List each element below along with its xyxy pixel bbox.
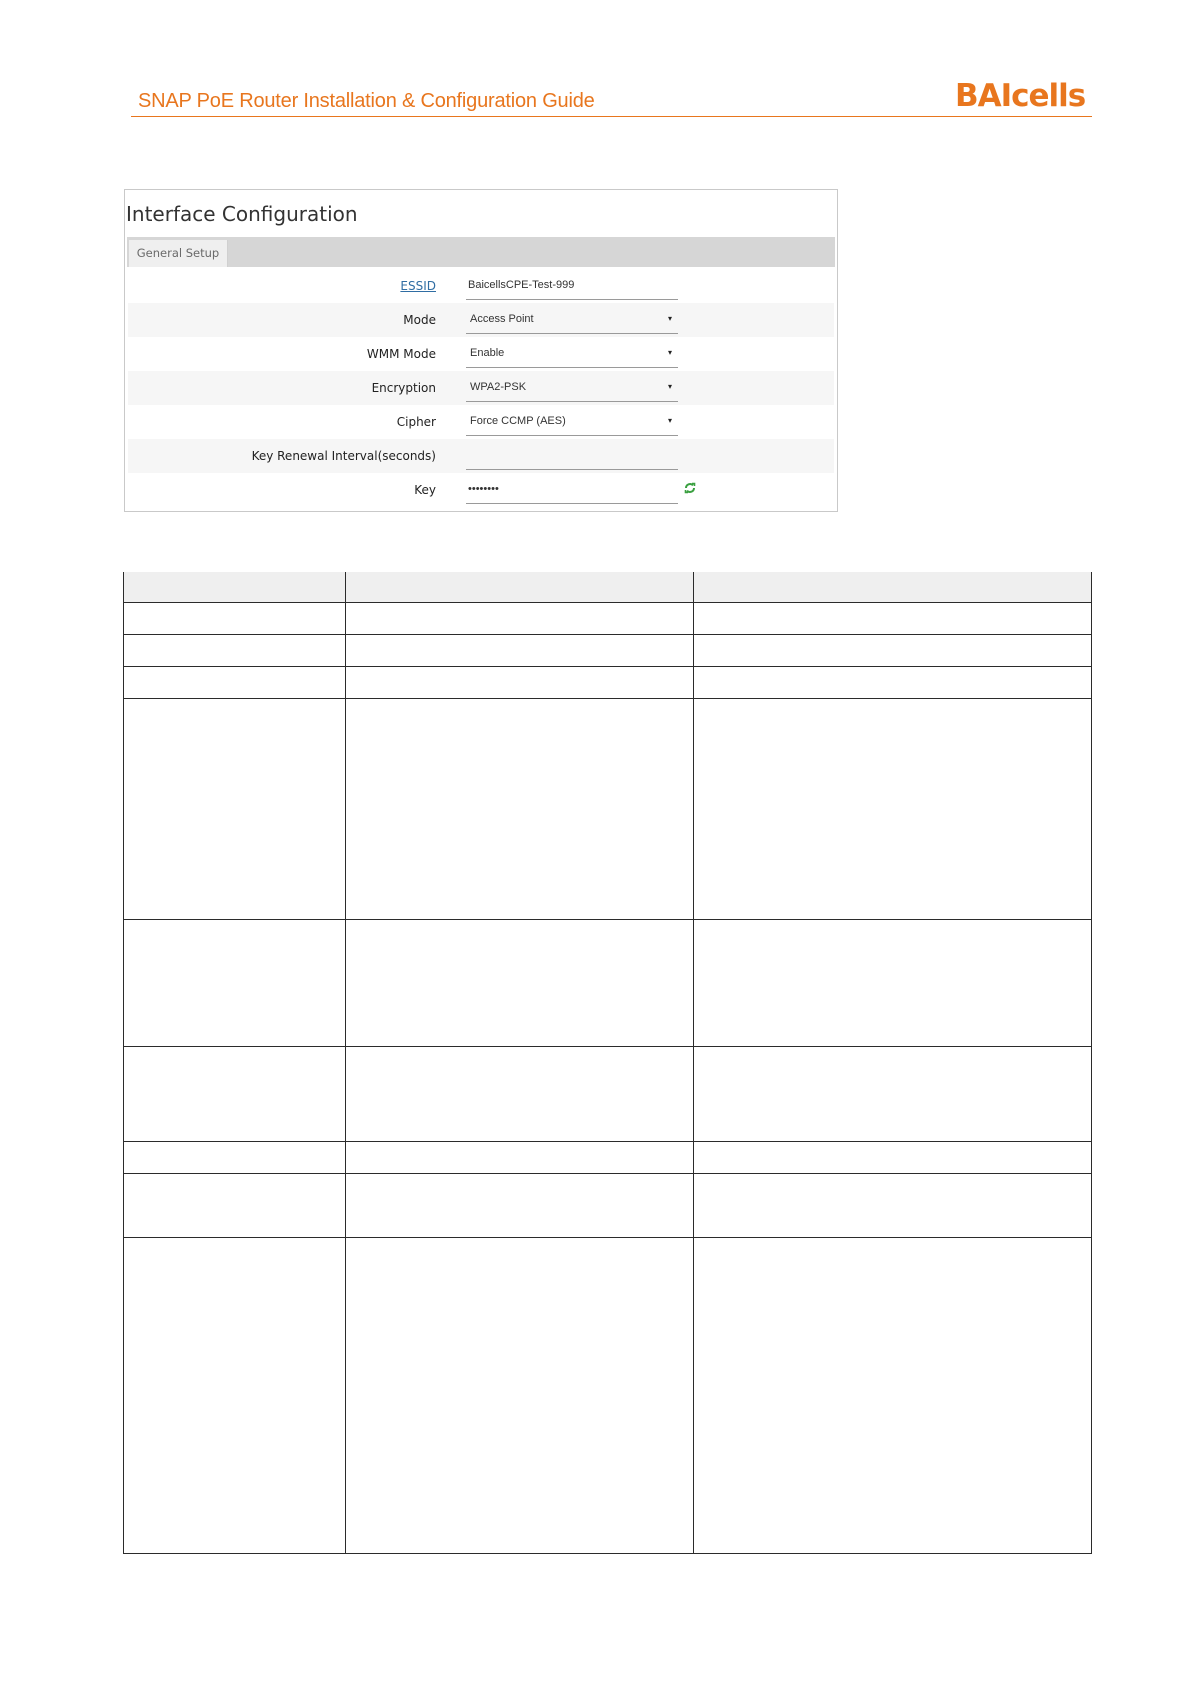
table-cell bbox=[124, 1142, 346, 1174]
table-cell bbox=[346, 1142, 694, 1174]
table-cell bbox=[346, 920, 694, 1047]
encryption-row bbox=[128, 371, 834, 405]
essid-label[interactable]: ESSID bbox=[400, 279, 436, 293]
encryption-select[interactable] bbox=[466, 375, 678, 402]
cipher-select[interactable] bbox=[466, 409, 678, 436]
key-row bbox=[128, 473, 834, 507]
encryption-label: Encryption bbox=[371, 381, 436, 395]
table-cell bbox=[346, 1174, 694, 1238]
key-renewal-label: Key Renewal Interval(seconds) bbox=[251, 449, 436, 463]
table-cell bbox=[694, 603, 1092, 635]
table-row bbox=[124, 603, 1092, 635]
table-cell bbox=[694, 699, 1092, 920]
cipher-value: Force CCMP (AES) bbox=[470, 415, 566, 427]
wmm-mode-value: Enable bbox=[470, 347, 505, 359]
mode-value: Access Point bbox=[470, 313, 534, 325]
table-row bbox=[124, 920, 1092, 1047]
chevron-down-icon: ▾ bbox=[667, 348, 672, 357]
chevron-down-icon: ▾ bbox=[667, 382, 672, 391]
table-cell bbox=[694, 1142, 1092, 1174]
table-row bbox=[124, 635, 1092, 667]
table-cell bbox=[124, 1238, 346, 1554]
table-cell bbox=[694, 667, 1092, 699]
table-row bbox=[124, 1174, 1092, 1238]
table-row bbox=[124, 667, 1092, 699]
key-label: Key bbox=[414, 483, 436, 497]
header-divider bbox=[131, 116, 1092, 117]
key-value: •••••••• bbox=[468, 483, 499, 495]
encryption-value: WPA2-PSK bbox=[470, 381, 527, 393]
table-cell bbox=[694, 1174, 1092, 1238]
table-row bbox=[124, 699, 1092, 920]
table-cell bbox=[346, 699, 694, 920]
key-renewal-input[interactable] bbox=[466, 443, 678, 470]
cipher-label: Cipher bbox=[396, 415, 436, 429]
table-cell bbox=[124, 603, 346, 635]
table-cell bbox=[346, 1047, 694, 1142]
table-cell bbox=[694, 920, 1092, 1047]
mode-row bbox=[128, 303, 834, 337]
tab-general-setup[interactable]: General Setup bbox=[129, 240, 228, 267]
table-header-row bbox=[124, 572, 1092, 603]
essid-value: BaicellsCPE-Test-999 bbox=[468, 279, 575, 291]
interface-configuration-panel bbox=[124, 189, 838, 512]
table-cell bbox=[346, 667, 694, 699]
table-row bbox=[124, 1047, 1092, 1142]
tab-bar bbox=[127, 237, 835, 267]
wmm-mode-select[interactable] bbox=[466, 341, 678, 368]
key-renewal-row bbox=[128, 439, 834, 473]
table-cell bbox=[346, 603, 694, 635]
table-header-cell bbox=[694, 572, 1092, 603]
wmm-mode-row bbox=[128, 337, 834, 371]
table-header-cell bbox=[346, 572, 694, 603]
table-row bbox=[124, 1142, 1092, 1174]
table-cell bbox=[694, 1238, 1092, 1554]
table-cell bbox=[124, 920, 346, 1047]
table-cell bbox=[346, 1238, 694, 1554]
chevron-down-icon: ▾ bbox=[667, 416, 672, 425]
refresh-icon[interactable] bbox=[683, 481, 697, 495]
mode-select[interactable] bbox=[466, 307, 678, 334]
baicells-logo: BAIcells bbox=[955, 78, 1086, 114]
essid-row bbox=[128, 269, 834, 303]
table-cell bbox=[124, 1174, 346, 1238]
wmm-mode-label: WMM Mode bbox=[366, 347, 436, 361]
table-row bbox=[124, 1238, 1092, 1554]
table-cell bbox=[694, 635, 1092, 667]
document-title: SNAP PoE Router Installation & Configuration Guide bbox=[138, 90, 595, 112]
table-cell bbox=[694, 1047, 1092, 1142]
table-cell bbox=[124, 635, 346, 667]
chevron-down-icon: ▾ bbox=[667, 314, 672, 323]
panel-title: Interface Configuration bbox=[126, 202, 358, 226]
table-cell bbox=[124, 667, 346, 699]
mode-label: Mode bbox=[403, 313, 436, 327]
table-cell bbox=[346, 635, 694, 667]
cipher-row bbox=[128, 405, 834, 439]
table-header-cell bbox=[124, 572, 346, 603]
parameter-table bbox=[123, 572, 1091, 1554]
essid-input[interactable] bbox=[466, 273, 678, 300]
table-cell bbox=[124, 1047, 346, 1142]
key-input[interactable] bbox=[466, 477, 678, 504]
table-cell bbox=[124, 699, 346, 920]
